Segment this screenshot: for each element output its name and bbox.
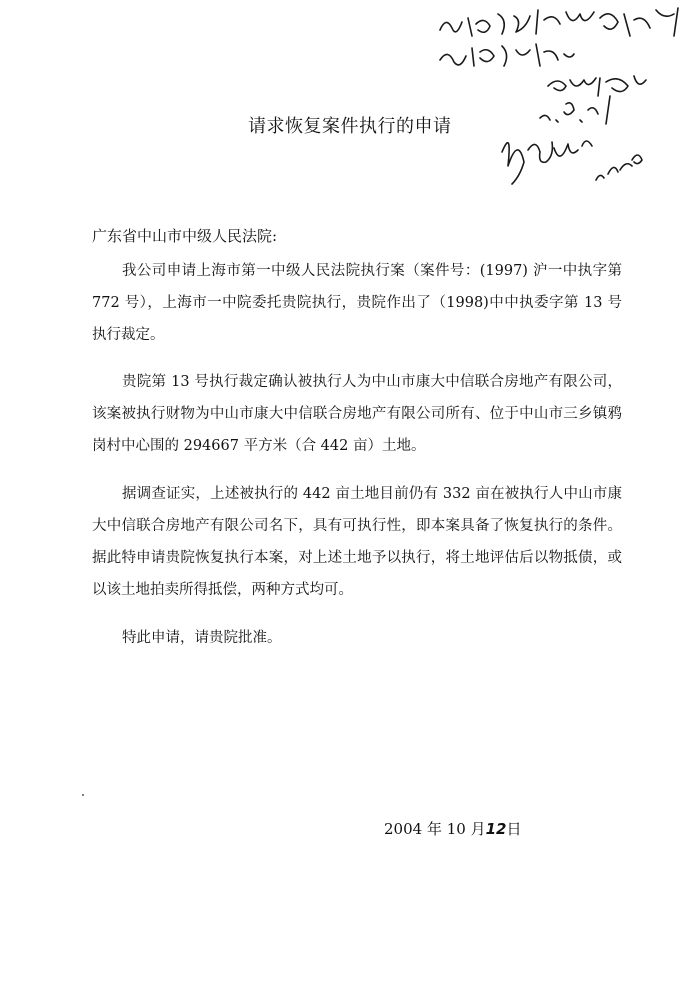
addressee: 广东省中山市中级人民法院: [92, 227, 278, 245]
paragraph-4: 特此申请，请贵院批准。 [122, 630, 282, 646]
handwriting-scribbles [420, 0, 700, 200]
document-title: 请求恢复案件执行的申请 [248, 116, 452, 137]
scan-speck [82, 794, 84, 796]
handwritten-annotation [420, 0, 700, 200]
paragraph-3: 据调查证实，上述被执行的 442 亩土地目前仍有 332 亩在被执行人中山市康大中信联合房地产有限公司名下，具有可执行性，即本案具备了恢复执行的条件。据此特申请贵院恢复执行本案，对上述土地予以执行，将土地评估后以物抵债，或以该土地拍卖所得抵偿，两种方式均可。 [92, 486, 622, 598]
date-handwritten-day: 12 [485, 820, 507, 838]
date-suffix: 日 [506, 820, 522, 838]
paragraph-1: 我公司申请上海市第一中级人民法院执行案（案件号：(1997) 沪一中执字第 772 号），上海市一中院委托贵院执行，贵院作出了（1998)中中执委字第 13 号执行裁定。 [92, 263, 622, 343]
document-date [384, 818, 521, 839]
paragraph-2: 贵院第 13 号执行裁定确认被执行人为中山市康大中信联合房地产有限公司，该案被执行财物为中山市康大中信联合房地产有限公司所有、位于中山市三乡镇鸦岗村中心围的 294667 平方米（合 442 亩）土地。 [92, 374, 622, 454]
date-printed: 2004 年 10 月 [384, 820, 486, 838]
